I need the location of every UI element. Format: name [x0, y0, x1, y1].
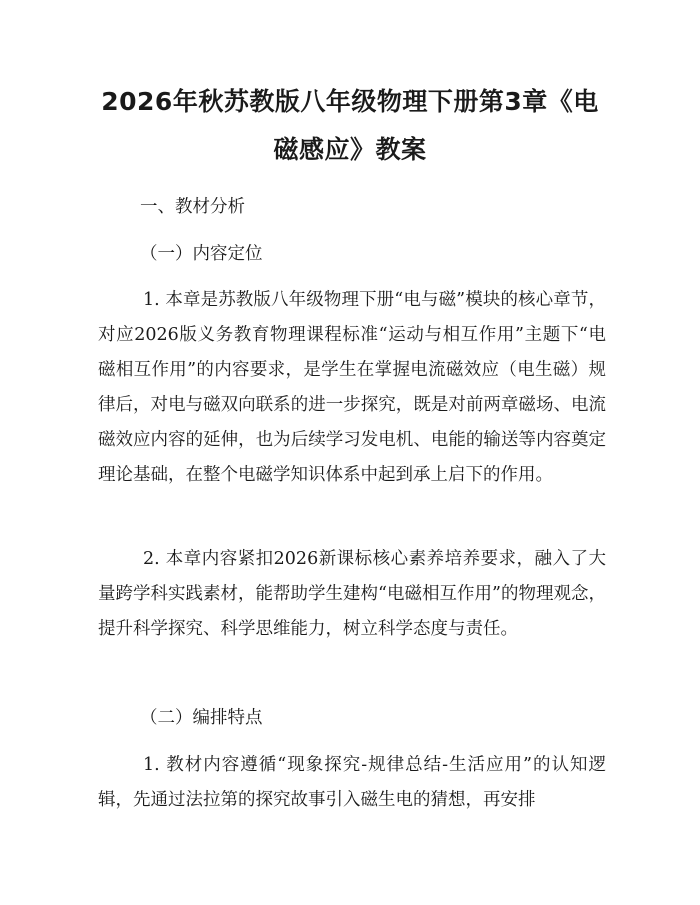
document-title: 2026年秋苏教版八年级物理下册第3章《电磁感应》教案: [101, 87, 599, 164]
paragraph-content-positioning-1: 1. 本章是苏教版八年级物理下册“电与磁”模块的核心章节，对应2026版义务教育物理课程标准“运动与相互作用”主题下“电磁相互作用”的内容要求，是学生在掌握电流磁效应（电生磁）规律后，对电与磁双向联系的进一步探究，既是对前两章磁场、电流磁效应内容的延伸，也为后续学习发电机、电能的输送等内容奠定理论基础，在整个电磁学知识体系中起到承上启下的作用。: [98, 290, 606, 485]
subsection-heading-arrangement-features: （二）编排特点: [140, 708, 263, 728]
subsection-heading-content-positioning: （一）内容定位: [140, 244, 263, 264]
section-heading-teaching-material-analysis: 一、教材分析: [140, 197, 245, 217]
paragraph-arrangement-features-1: 1. 教材内容遵循“现象探究-规律总结-生活应用”的认知逻辑，先通过法拉第的探究故事引入磁生电的猜想，再安排: [98, 755, 606, 810]
paragraph-content-positioning-2: 2. 本章内容紧扣2026新课标核心素养培养要求，融入了大量跨学科实践素材，能帮助学生建构“电磁相互作用”的物理观念，提升科学探究、科学思维能力，树立科学态度与责任。: [98, 549, 606, 639]
